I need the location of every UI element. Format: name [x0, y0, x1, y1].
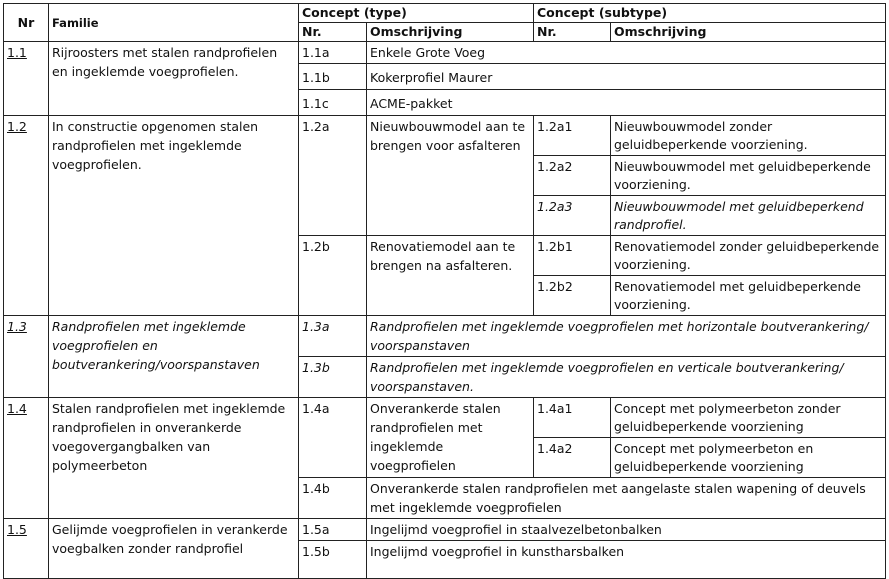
type-nr: 1.2a [299, 116, 367, 236]
header-concept-subtype: Concept (subtype) [534, 4, 886, 23]
subtype-nr: 1.2a1 [534, 116, 611, 156]
subtype-desc: Concept met polymeerbeton en geluidbeperkende voorziening [611, 438, 886, 478]
family-name: In constructie opgenomen stalen randprofielen met ingeklemde voegprofielen. [49, 116, 299, 316]
type-nr: 1.1a [299, 42, 367, 64]
subheader-type-nr: Nr. [299, 23, 367, 42]
table-row [4, 398, 886, 438]
table-row [4, 116, 886, 156]
family-nr: 1.3 [4, 316, 49, 398]
family-nr: 1.1 [4, 42, 49, 116]
type-desc: Ingelijmd voegprofiel in staalvezelbetonbalken [367, 519, 886, 541]
subtype-desc: Renovatiemodel zonder geluidbeperkende voorziening. [611, 236, 886, 276]
family-name: Stalen randprofielen met ingeklemde randprofielen in onverankerde voegovergangbalken van polymeerbeton [49, 398, 299, 519]
type-nr: 1.1b [299, 64, 367, 90]
header-nr: Nr [4, 4, 49, 42]
header-concept-type: Concept (type) [299, 4, 534, 23]
subtype-nr: 1.2b1 [534, 236, 611, 276]
type-desc: Enkele Grote Voeg [367, 42, 886, 64]
subtype-desc: Nieuwbouwmodel zonder geluidbeperkende voorziening. [611, 116, 886, 156]
subheader-subtype-nr: Nr. [534, 23, 611, 42]
type-nr: 1.4a [299, 398, 367, 478]
table-row [4, 316, 886, 357]
family-nr: 1.4 [4, 398, 49, 519]
subtype-desc: Nieuwbouwmodel met geluidbeperkend randprofiel. [611, 196, 886, 236]
subtype-nr: 1.2b2 [534, 276, 611, 316]
type-nr: 1.5b [299, 541, 367, 579]
header-row [4, 4, 886, 23]
family-nr: 1.2 [4, 116, 49, 316]
table-row [4, 42, 886, 64]
type-nr: 1.4b [299, 478, 367, 519]
table-row [4, 519, 886, 541]
type-desc: Renovatiemodel aan te brengen na asfalteren. [367, 236, 534, 316]
type-nr: 1.5a [299, 519, 367, 541]
type-desc: Kokerprofiel Maurer [367, 64, 886, 90]
type-desc: Onverankerde stalen randprofielen met aangelaste stalen wapening of deuvels met ingeklemde voegprofielen [367, 478, 886, 519]
type-desc: Randprofielen met ingeklemde voegprofielen en verticale boutverankering/ voorspanstaven. [367, 357, 886, 398]
concept-table [3, 3, 886, 579]
type-desc: Nieuwbouwmodel aan te brengen voor asfalteren [367, 116, 534, 236]
type-nr: 1.2b [299, 236, 367, 316]
type-nr: 1.1c [299, 90, 367, 116]
subtype-desc: Renovatiemodel met geluidbeperkende voorziening. [611, 276, 886, 316]
family-name: Randprofielen met ingeklemde voegprofielen en boutverankering/voorspanstaven [49, 316, 299, 398]
family-nr: 1.5 [4, 519, 49, 579]
subtype-nr: 1.4a2 [534, 438, 611, 478]
type-desc: Ingelijmd voegprofiel in kunstharsbalken [367, 541, 886, 579]
subtype-nr: 1.2a3 [534, 196, 611, 236]
subtype-nr: 1.4a1 [534, 398, 611, 438]
family-name: Gelijmde voegprofielen in verankerde voegbalken zonder randprofiel [49, 519, 299, 579]
family-name: Rijroosters met stalen randprofielen en ingeklemde voegprofielen. [49, 42, 299, 116]
type-nr: 1.3a [299, 316, 367, 357]
subheader-subtype-omschrijving: Omschrijving [611, 23, 886, 42]
subtype-desc: Concept met polymeerbeton zonder geluidbeperkende voorziening [611, 398, 886, 438]
type-desc: Randprofielen met ingeklemde voegprofielen met horizontale boutverankering/ voorspanstaven [367, 316, 886, 357]
type-nr: 1.3b [299, 357, 367, 398]
type-desc: Onverankerde stalen randprofielen met ingeklemde voegprofielen [367, 398, 534, 478]
subtype-desc: Nieuwbouwmodel met geluidbeperkende voorziening. [611, 156, 886, 196]
header-familie: Familie [49, 4, 299, 42]
subheader-type-omschrijving: Omschrijving [367, 23, 534, 42]
subtype-nr: 1.2a2 [534, 156, 611, 196]
type-desc: ACME-pakket [367, 90, 886, 116]
